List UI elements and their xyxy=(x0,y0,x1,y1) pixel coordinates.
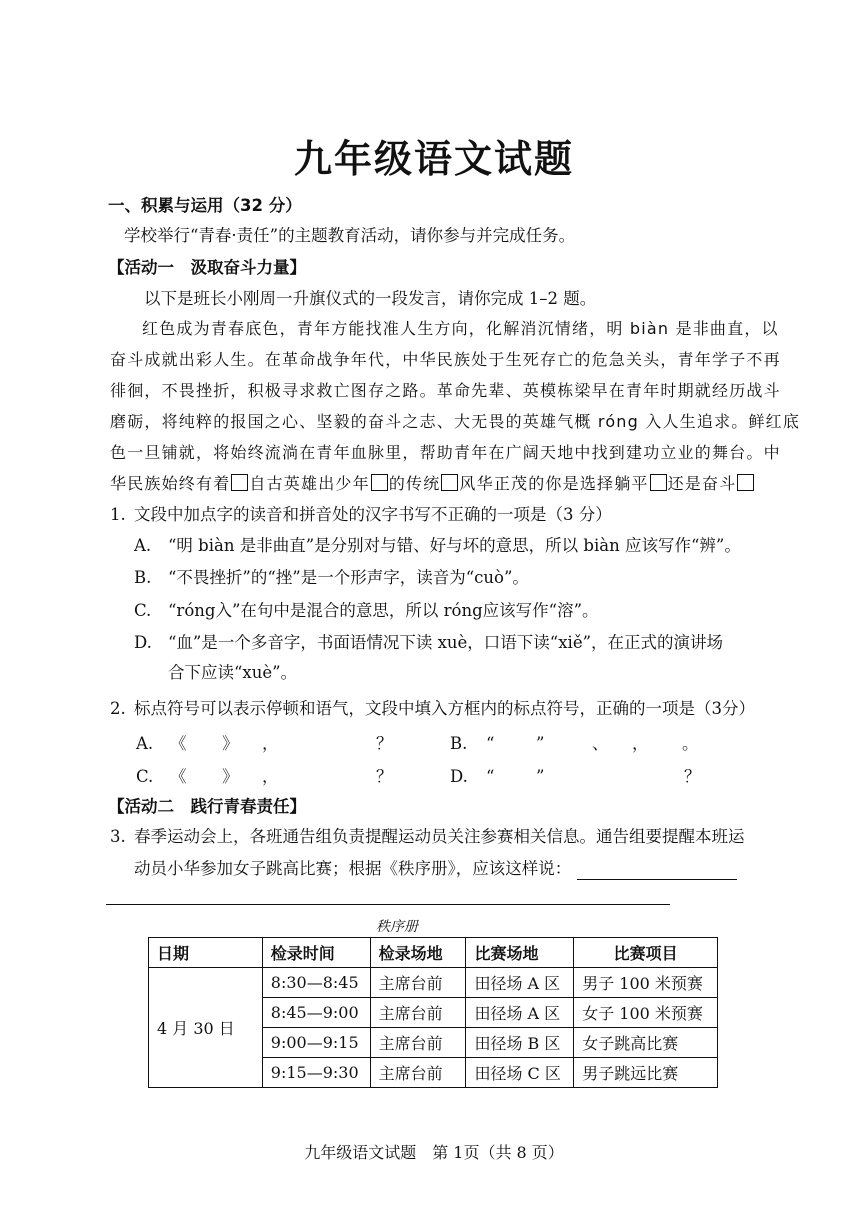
activity2-heading: 【活动二 践行青春责任】 xyxy=(108,797,306,816)
punctuation-box xyxy=(231,474,248,491)
place-cell: 主席台前 xyxy=(370,998,466,1028)
punctuation-box xyxy=(441,474,458,491)
venue-cell: 田径场 A 区 xyxy=(466,998,574,1028)
q1-option-c xyxy=(134,600,599,622)
time-cell: 8:45—9:00 xyxy=(262,998,370,1028)
header-venue: 比赛场地 xyxy=(466,938,574,968)
question-3 xyxy=(110,826,745,848)
punctuation-box xyxy=(737,474,754,491)
venue-cell: 田径场 C 区 xyxy=(466,1058,574,1088)
option-letter: A. xyxy=(134,536,152,555)
q2-mark: 、 xyxy=(592,734,609,753)
answer-blank[interactable] xyxy=(577,861,737,880)
schedule-table xyxy=(148,937,718,1088)
question-2 xyxy=(110,698,755,720)
q1-option-b xyxy=(134,567,529,589)
question-stem: 春季运动会上，各班通告组负责提醒运动员关注参赛相关信息。通告组要提醒本班运 xyxy=(134,827,745,846)
q2-mark: ？ xyxy=(376,767,393,786)
page-footer: 九年级语文试题 第 1页（共 8 页） xyxy=(304,1143,564,1162)
header-checkin-time: 检录时间 xyxy=(262,938,370,968)
place-cell: 主席台前 xyxy=(370,1058,466,1088)
option-text: “明 biàn 是非曲直”是分别对与错、好与坏的意思，所以 biàn 应该写作“辨”。 xyxy=(168,536,741,555)
passage-line: 红色成为青春底色，青年方能找准人生方向，化解消沉情绪，明 biàn 是非曲直，以 xyxy=(142,319,779,338)
q2-mark: “ xyxy=(486,734,495,753)
header-checkin-place: 检录场地 xyxy=(370,938,466,968)
q2-mark: ” xyxy=(536,767,545,786)
question-number: 1. xyxy=(110,505,126,524)
header-date: 日期 xyxy=(149,938,263,968)
option-letter: D. xyxy=(134,633,152,652)
event-cell: 女子 100 米预赛 xyxy=(574,998,718,1028)
date-cell: 4 月 30 日 xyxy=(149,968,263,1088)
option-text: “血”是一个多音字，书面语情况下读 xuè，口语下读“xiě”，在正式的演讲场 xyxy=(168,633,724,652)
question-stem-continued: 动员小华参加女子跳高比赛；根据《秩序册》，应该这样说： xyxy=(134,859,572,878)
q2-option-d-letter: D. xyxy=(450,767,468,786)
question-number: 2. xyxy=(110,699,126,718)
question-stem: 文段中加点字的读音和拼音处的汉字书写不正确的一项是（3 分） xyxy=(134,505,612,524)
passage-line: 色一旦铺就，将始终流淌在青年血脉里，帮助青年在广阔天地中找到建功立业的舞台。中 xyxy=(110,443,781,462)
table-row xyxy=(149,968,718,998)
option-letter: B. xyxy=(134,568,152,587)
q2-mark: 》 xyxy=(222,767,239,786)
q2-mark: ？ xyxy=(684,767,701,786)
option-text: “róng入”在句中是混合的意思，所以 róng应该写作“溶”。 xyxy=(168,601,599,620)
q2-mark: 》 xyxy=(222,734,239,753)
q2-mark: ？ xyxy=(376,734,393,753)
q1-option-d xyxy=(134,632,723,654)
passage-fragment: 的传统 xyxy=(388,474,441,493)
venue-cell: 田径场 B 区 xyxy=(466,1028,574,1058)
section-intro: 学校举行“青春·责任”的主题教育活动，请你参与并完成任务。 xyxy=(124,226,576,245)
passage-last-line xyxy=(110,473,755,495)
q2-mark: ， xyxy=(632,734,649,753)
q2-option-a-letter: A. xyxy=(136,734,154,753)
event-cell: 女子跳高比赛 xyxy=(574,1028,718,1058)
passage-fragment: 风华正茂的你是选择躺平 xyxy=(459,474,649,493)
passage-line: 徘徊，不畏挫折，积极寻求救亡图存之路。革命先辈、英模栋梁早在青年时期就经历战斗 xyxy=(110,381,781,400)
venue-cell: 田径场 A 区 xyxy=(466,968,574,998)
q2-mark: 《 xyxy=(170,734,187,753)
q1-option-a xyxy=(134,535,741,557)
q2-mark: “ xyxy=(486,767,495,786)
question-3-line2 xyxy=(134,858,737,880)
activity1-intro: 以下是班长小刚周一升旗仪式的一段发言，请你完成 1–2 题。 xyxy=(144,289,597,308)
q2-mark: 《 xyxy=(170,767,187,786)
q2-mark: ， xyxy=(262,734,279,753)
q1-option-d-continued: 合下应读“xuè”。 xyxy=(168,663,298,682)
q2-option-c-letter: C. xyxy=(136,767,154,786)
passage-line: 磨砺，将纯粹的报国之心、坚毅的奋斗之志、大无畏的英雄气概 róng 入人生追求。鲜红底 xyxy=(110,412,801,431)
time-cell: 9:15—9:30 xyxy=(262,1058,370,1088)
q2-mark: ” xyxy=(536,734,545,753)
time-cell: 9:00—9:15 xyxy=(262,1028,370,1058)
answer-blank-line[interactable] xyxy=(106,886,670,905)
q2-option-b-letter: B. xyxy=(450,734,468,753)
q2-mark: 。 xyxy=(682,734,699,753)
place-cell: 主席台前 xyxy=(370,1028,466,1058)
question-number: 3. xyxy=(110,827,126,846)
passage-fragment: 还是奋斗 xyxy=(667,474,737,493)
passage-fragment: 自古英雄出少年 xyxy=(249,474,370,493)
passage-fragment: 华民族始终有着 xyxy=(110,474,231,493)
place-cell: 主席台前 xyxy=(370,968,466,998)
question-1 xyxy=(110,504,612,526)
event-cell: 男子跳远比赛 xyxy=(574,1058,718,1088)
option-text: “不畏挫折”的“挫”是一个形声字，读音为“cuò”。 xyxy=(168,568,529,587)
punctuation-box xyxy=(371,474,388,491)
section-heading: 一、积累与运用（32 分） xyxy=(108,196,302,215)
passage-line: 奋斗成就出彩人生。在革命战争年代，中华民族处于生死存亡的危急关头，青年学子不再 xyxy=(110,350,781,369)
q2-mark: ， xyxy=(262,767,279,786)
page-title: 九年级语文试题 xyxy=(293,137,574,181)
time-cell: 8:30—8:45 xyxy=(262,968,370,998)
question-stem: 标点符号可以表示停顿和语气，文段中填入方框内的标点符号，正确的一项是（3分） xyxy=(134,699,755,718)
event-cell: 男子 100 米预赛 xyxy=(574,968,718,998)
header-event: 比赛项目 xyxy=(574,938,718,968)
activity1-heading: 【活动一 汲取奋斗力量】 xyxy=(108,258,306,277)
option-letter: C. xyxy=(134,601,152,620)
table-caption: 秩序册 xyxy=(376,919,418,935)
punctuation-box xyxy=(650,474,667,491)
table-header-row xyxy=(149,938,718,968)
